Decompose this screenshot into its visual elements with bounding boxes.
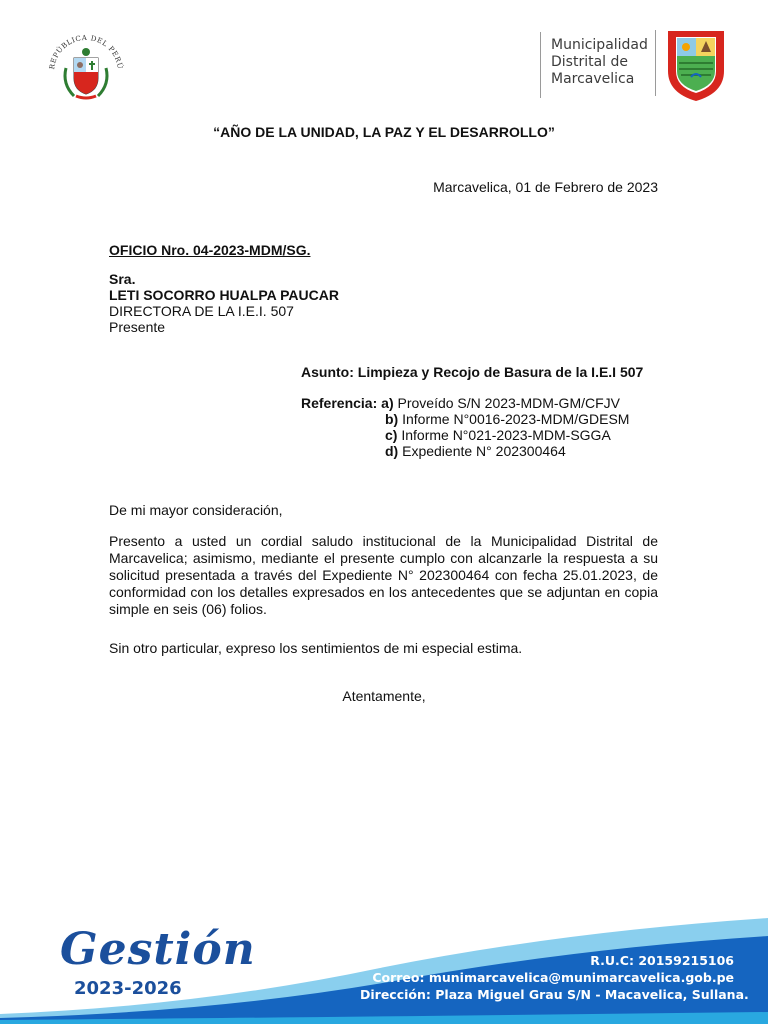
- subject-line: Asunto: Limpieza y Recojo de Basura de la I.E.I 507: [301, 364, 644, 380]
- reference-item: [301, 411, 629, 427]
- salutation-line: De mi mayor consideración,: [109, 502, 283, 518]
- reference-letter: d): [385, 443, 399, 459]
- muni-name-line-3: Marcavelica: [551, 71, 635, 87]
- footer-ruc: R.U.C: 20159215106: [590, 953, 734, 968]
- reference-label: Referencia:: [301, 395, 378, 411]
- gestion-logo: Gestión: [60, 924, 256, 975]
- addressee-presente: Presente: [109, 319, 166, 335]
- addressee-position: DIRECTORA DE LA I.E.I. 507: [109, 303, 294, 319]
- footer-address: Dirección: Plaza Miguel Grau S/N - Macavelica, Sullana.: [360, 987, 749, 1002]
- addressee-block: [109, 271, 339, 335]
- oficio-number: OFICIO Nro. 04-2023-MDM/SG.: [109, 242, 311, 258]
- header-divider-left: [540, 32, 541, 98]
- reference-letter: c): [385, 427, 398, 443]
- header-divider-right: [655, 30, 656, 96]
- reference-block: [301, 395, 629, 459]
- reference-letter: a): [381, 395, 394, 411]
- reference-text: Expediente N° 202300464: [402, 443, 566, 459]
- seal-text: REPÚBLICA DEL PERÚ: [48, 33, 124, 70]
- date-line: Marcavelica, 01 de Febrero de 2023: [433, 179, 658, 195]
- reference-item: [301, 395, 629, 411]
- municipality-name: [551, 37, 651, 88]
- reference-letter: b): [385, 411, 399, 427]
- body-paragraph: Presento a usted un cordial saludo institucional de la Municipalidad Distrital de Marcavelica; asimismo, mediante el presente cumplo con alcanzarle la respuesta a su solicitud presentada a través del Expediente N° 202300464 con fecha 25.01.2023, de conformidad con los detalles expresados en los antecedentes que se adjuntan en copia simple en seis (06) folios.: [109, 533, 658, 617]
- addressee-name: LETI SOCORRO HUALPA PAUCAR: [109, 287, 339, 303]
- reference-text: Informe N°0016-2023-MDM/GDESM: [402, 411, 630, 427]
- footer-email: Correo: munimarcavelica@munimarcavelica.gob.pe: [372, 970, 734, 985]
- marcavelica-crest-icon: [665, 27, 727, 103]
- reference-text: Proveído S/N 2023-MDM-GM/CFJV: [397, 395, 620, 411]
- peru-coat-of-arms-icon: [44, 28, 128, 104]
- sign-off-text: Atentamente,: [342, 688, 426, 704]
- muni-name-line-2: Distrital de: [551, 54, 629, 70]
- closing-line: Sin otro particular, expreso los sentimientos de mi especial estima.: [109, 640, 523, 656]
- reference-item: [301, 427, 629, 443]
- year-motto: “AÑO DE LA UNIDAD, LA PAZ Y EL DESARROLLO”: [213, 124, 555, 140]
- gestion-years: 2023-2026: [74, 978, 182, 999]
- addressee-salutation: Sra.: [109, 271, 136, 287]
- reference-item: [301, 443, 629, 459]
- reference-text: Informe N°021-2023-MDM-SGGA: [401, 427, 611, 443]
- footer-contact: [360, 952, 749, 1003]
- muni-name-line-1: Municipalidad: [551, 37, 648, 53]
- sign-off: [0, 688, 768, 704]
